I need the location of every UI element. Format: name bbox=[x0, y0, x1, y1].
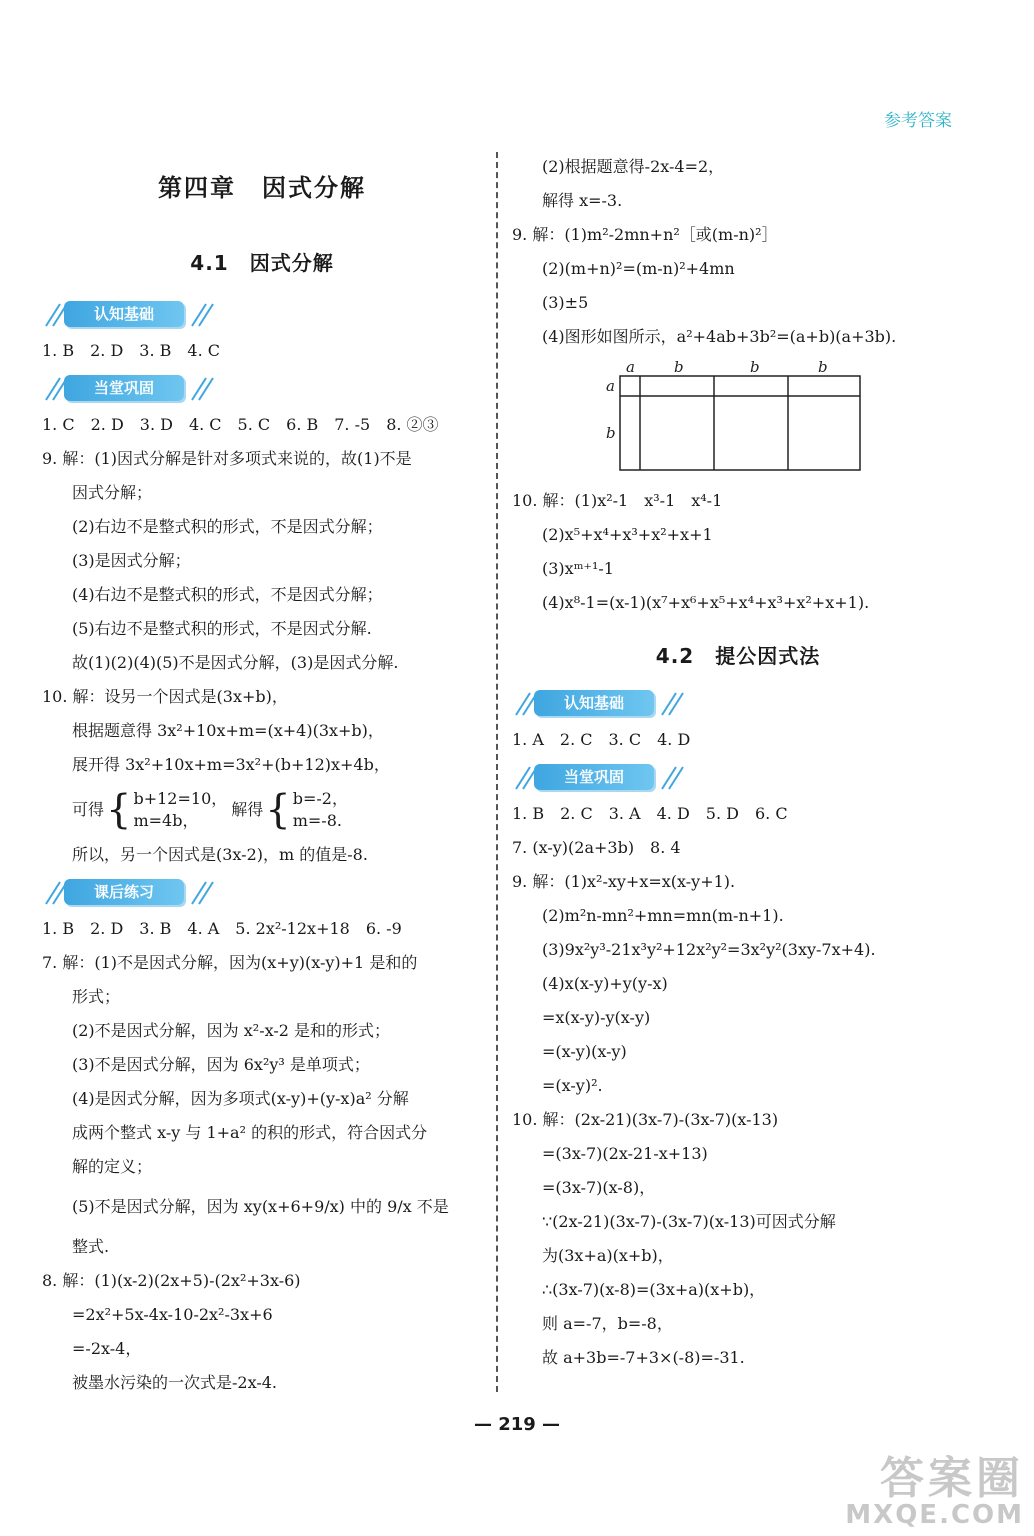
header-tag: 参考答案 bbox=[884, 111, 952, 131]
answer-line: (2)右边不是整式积的形式，不是因式分解； bbox=[72, 517, 383, 536]
answer-line: 故(1)(2)(4)(5)不是因式分解，(3)是因式分解. bbox=[72, 653, 399, 672]
answer-line: 所以，另一个因式是(3x-2)，m 的值是-8. bbox=[72, 845, 368, 864]
answer-line: ∵(2x-21)(3x-7)-(3x-7)(x-13)可因式分解 bbox=[542, 1212, 836, 1231]
answer-line: 10. 解：(2x-21)(3x-7)-(3x-7)(x-13) bbox=[512, 1110, 779, 1129]
answer-line: =2x²+5x-4x-10-2x²-3x+6 bbox=[72, 1305, 273, 1324]
right-column bbox=[512, 150, 964, 1375]
answer-line: 被墨水污染的一次式是-2x-4. bbox=[72, 1373, 278, 1392]
answer-line: 10. 解：设另一个因式是(3x+b)， bbox=[42, 687, 288, 706]
equation-row: m=-8. bbox=[292, 811, 342, 830]
figure-label: b bbox=[674, 358, 684, 376]
answer-line: 9. 解：(1)m²-2mn+n²［或(m-n)²］ bbox=[512, 225, 778, 244]
answer-line: (3)是因式分解； bbox=[72, 551, 191, 570]
answer-line: 10. 解：(1)x²-1 x³-1 x⁴-1 bbox=[512, 491, 723, 510]
badge-practice bbox=[42, 876, 482, 910]
answer-line: =(x-y)². bbox=[542, 1076, 603, 1095]
answer-line: =(3x-7)(2x-21-x+13) bbox=[542, 1144, 708, 1163]
answer-line: (5)不是因式分解，因为 xy(x+6+9/x) 中的 9/x 不是 bbox=[72, 1197, 449, 1216]
column-divider bbox=[496, 152, 498, 1392]
answer-line: 因式分解； bbox=[72, 483, 153, 502]
answer-line: =-2x-4， bbox=[72, 1339, 142, 1358]
answer-line: 展开得 3x²+10x+m=3x²+(b+12)x+4b， bbox=[72, 755, 390, 774]
answer-line: 7. (x-y)(2a+3b) 8. 4 bbox=[512, 838, 681, 857]
answer-line: (2)不是因式分解，因为 x²-x-2 是和的形式； bbox=[72, 1021, 391, 1040]
left-column bbox=[42, 150, 482, 1400]
answer-line: (2)(m+n)²=(m-n)²+4mn bbox=[542, 259, 735, 278]
answer-line: 1. B 2. D 3. B 4. C bbox=[42, 341, 220, 360]
brace-icon: { bbox=[106, 787, 132, 833]
answer-line: (3)不是因式分解，因为 6x²y³ 是单项式； bbox=[72, 1055, 370, 1074]
answer-line: 为(3x+a)(x+b)， bbox=[542, 1246, 674, 1265]
answer-line: (5)右边不是整式积的形式，不是因式分解. bbox=[72, 619, 372, 638]
badge-label: 认知基础 bbox=[64, 301, 184, 327]
badge-label: 认知基础 bbox=[534, 690, 654, 716]
area-diagram bbox=[604, 358, 864, 474]
answer-line: (4)是因式分解，因为多项式(x-y)+(y-x)a² 分解 bbox=[72, 1089, 409, 1108]
section-title-4-2: 4.2 提公因式法 bbox=[655, 644, 821, 668]
answer-line: 整式. bbox=[72, 1237, 110, 1256]
badge-label: 当堂巩固 bbox=[64, 375, 184, 401]
rectangle-figure bbox=[604, 358, 964, 478]
answer-line: =(x-y)(x-y) bbox=[542, 1042, 627, 1061]
answer-line: (2)根据题意得-2x-4=2， bbox=[542, 157, 725, 176]
answer-line: 1. C 2. D 3. D 4. C 5. C 6. B 7. -5 8. ②③ bbox=[42, 415, 439, 434]
answer-line: 则 a=-7，b=-8， bbox=[542, 1314, 673, 1333]
answer-line: (3)9x²y³-21x³y²+12x²y²=3x²y²(3xy-7x+4). bbox=[542, 940, 876, 959]
answer-line: (2)x⁵+x⁴+x³+x²+x+1 bbox=[542, 525, 713, 544]
slash-decoration-icon bbox=[188, 300, 214, 330]
equation-system-block bbox=[42, 788, 482, 832]
answer-line: (3)±5 bbox=[542, 293, 589, 312]
answer-line: (3)xᵐ⁺¹-1 bbox=[542, 559, 614, 578]
answer-line: 1. A 2. C 3. C 4. D bbox=[512, 730, 691, 749]
figure-label: a bbox=[626, 358, 635, 376]
page-number: — 219 — bbox=[473, 1414, 561, 1435]
answer-line: 故 a+3b=-7+3×(-8)=-31. bbox=[542, 1348, 745, 1367]
answer-line: 1. B 2. D 3. B 4. A 5. 2x²-12x+18 6. -9 bbox=[42, 919, 402, 938]
equation-row: b+12=10， bbox=[133, 789, 228, 808]
answer-line: (4)x⁸-1=(x-1)(x⁷+x⁶+x⁵+x⁴+x³+x²+x+1). bbox=[542, 593, 870, 612]
slash-decoration-icon bbox=[658, 763, 684, 793]
answer-line: 解的定义； bbox=[72, 1157, 153, 1176]
watermark-text: 答案圈 bbox=[880, 1453, 1024, 1504]
equation-row: m=4b， bbox=[133, 811, 199, 830]
equation-system bbox=[293, 788, 348, 832]
badge-consolidate bbox=[42, 372, 482, 406]
answer-line: 7. 解：(1)不是因式分解，因为(x+y)(x-y)+1 是和的 bbox=[42, 953, 418, 972]
answer-line: (4)图形如图所示，a²+4ab+3b²=(a+b)(a+3b). bbox=[542, 327, 897, 346]
slash-decoration-icon bbox=[188, 878, 214, 908]
answer-line: 解得 x=-3. bbox=[542, 191, 623, 210]
answer-line: 1. B 2. C 3. A 4. D 5. D 6. C bbox=[512, 804, 788, 823]
badge-label: 课后练习 bbox=[64, 879, 184, 905]
slash-decoration-icon bbox=[658, 689, 684, 719]
answer-line: 成两个整式 x-y 与 1+a² 的积的形式，符合因式分 bbox=[72, 1123, 428, 1142]
answer-line: 形式； bbox=[72, 987, 121, 1006]
badge-basic bbox=[512, 687, 964, 721]
equation-label: 可得 bbox=[72, 800, 105, 819]
figure-label: a bbox=[606, 377, 615, 395]
figure-label: b bbox=[606, 424, 616, 442]
watermark-logo bbox=[845, 1442, 1024, 1530]
badge-consolidate bbox=[512, 761, 964, 795]
answer-line: (4)x(x-y)+y(y-x) bbox=[542, 974, 668, 993]
answer-line: (2)m²n-mn²+mn=mn(m-n+1). bbox=[542, 906, 784, 925]
chapter-title: 第四章 因式分解 bbox=[158, 174, 366, 202]
answer-line: 8. 解：(1)(x-2)(2x+5)-(2x²+3x-6) bbox=[42, 1271, 301, 1290]
answer-line: (4)右边不是整式积的形式，不是因式分解； bbox=[72, 585, 383, 604]
equation-label: 解得 bbox=[231, 800, 264, 819]
answer-line: =x(x-y)-y(x-y) bbox=[542, 1008, 651, 1027]
equation-system bbox=[133, 788, 227, 832]
section-title-4-1: 4.1 因式分解 bbox=[190, 251, 334, 275]
watermark-url: MXQE.COM bbox=[845, 1500, 1024, 1530]
badge-label: 当堂巩固 bbox=[534, 764, 654, 790]
answer-line: ∴(3x-7)(x-8)=(3x+a)(x+b)， bbox=[542, 1280, 766, 1299]
answer-line: 9. 解：(1)因式分解是针对多项式来说的，故(1)不是 bbox=[42, 449, 412, 468]
answer-line: =(3x-7)(x-8)， bbox=[542, 1178, 656, 1197]
figure-label: b bbox=[818, 358, 828, 376]
answer-line: 根据题意得 3x²+10x+m=(x+4)(3x+b)， bbox=[72, 721, 384, 740]
brace-icon: { bbox=[265, 787, 291, 833]
figure-label: b bbox=[750, 358, 760, 376]
badge-basic bbox=[42, 298, 482, 332]
slash-decoration-icon bbox=[188, 374, 214, 404]
answer-line: 9. 解：(1)x²-xy+x=x(x-y+1). bbox=[512, 872, 736, 891]
equation-row: b=-2， bbox=[292, 789, 348, 808]
